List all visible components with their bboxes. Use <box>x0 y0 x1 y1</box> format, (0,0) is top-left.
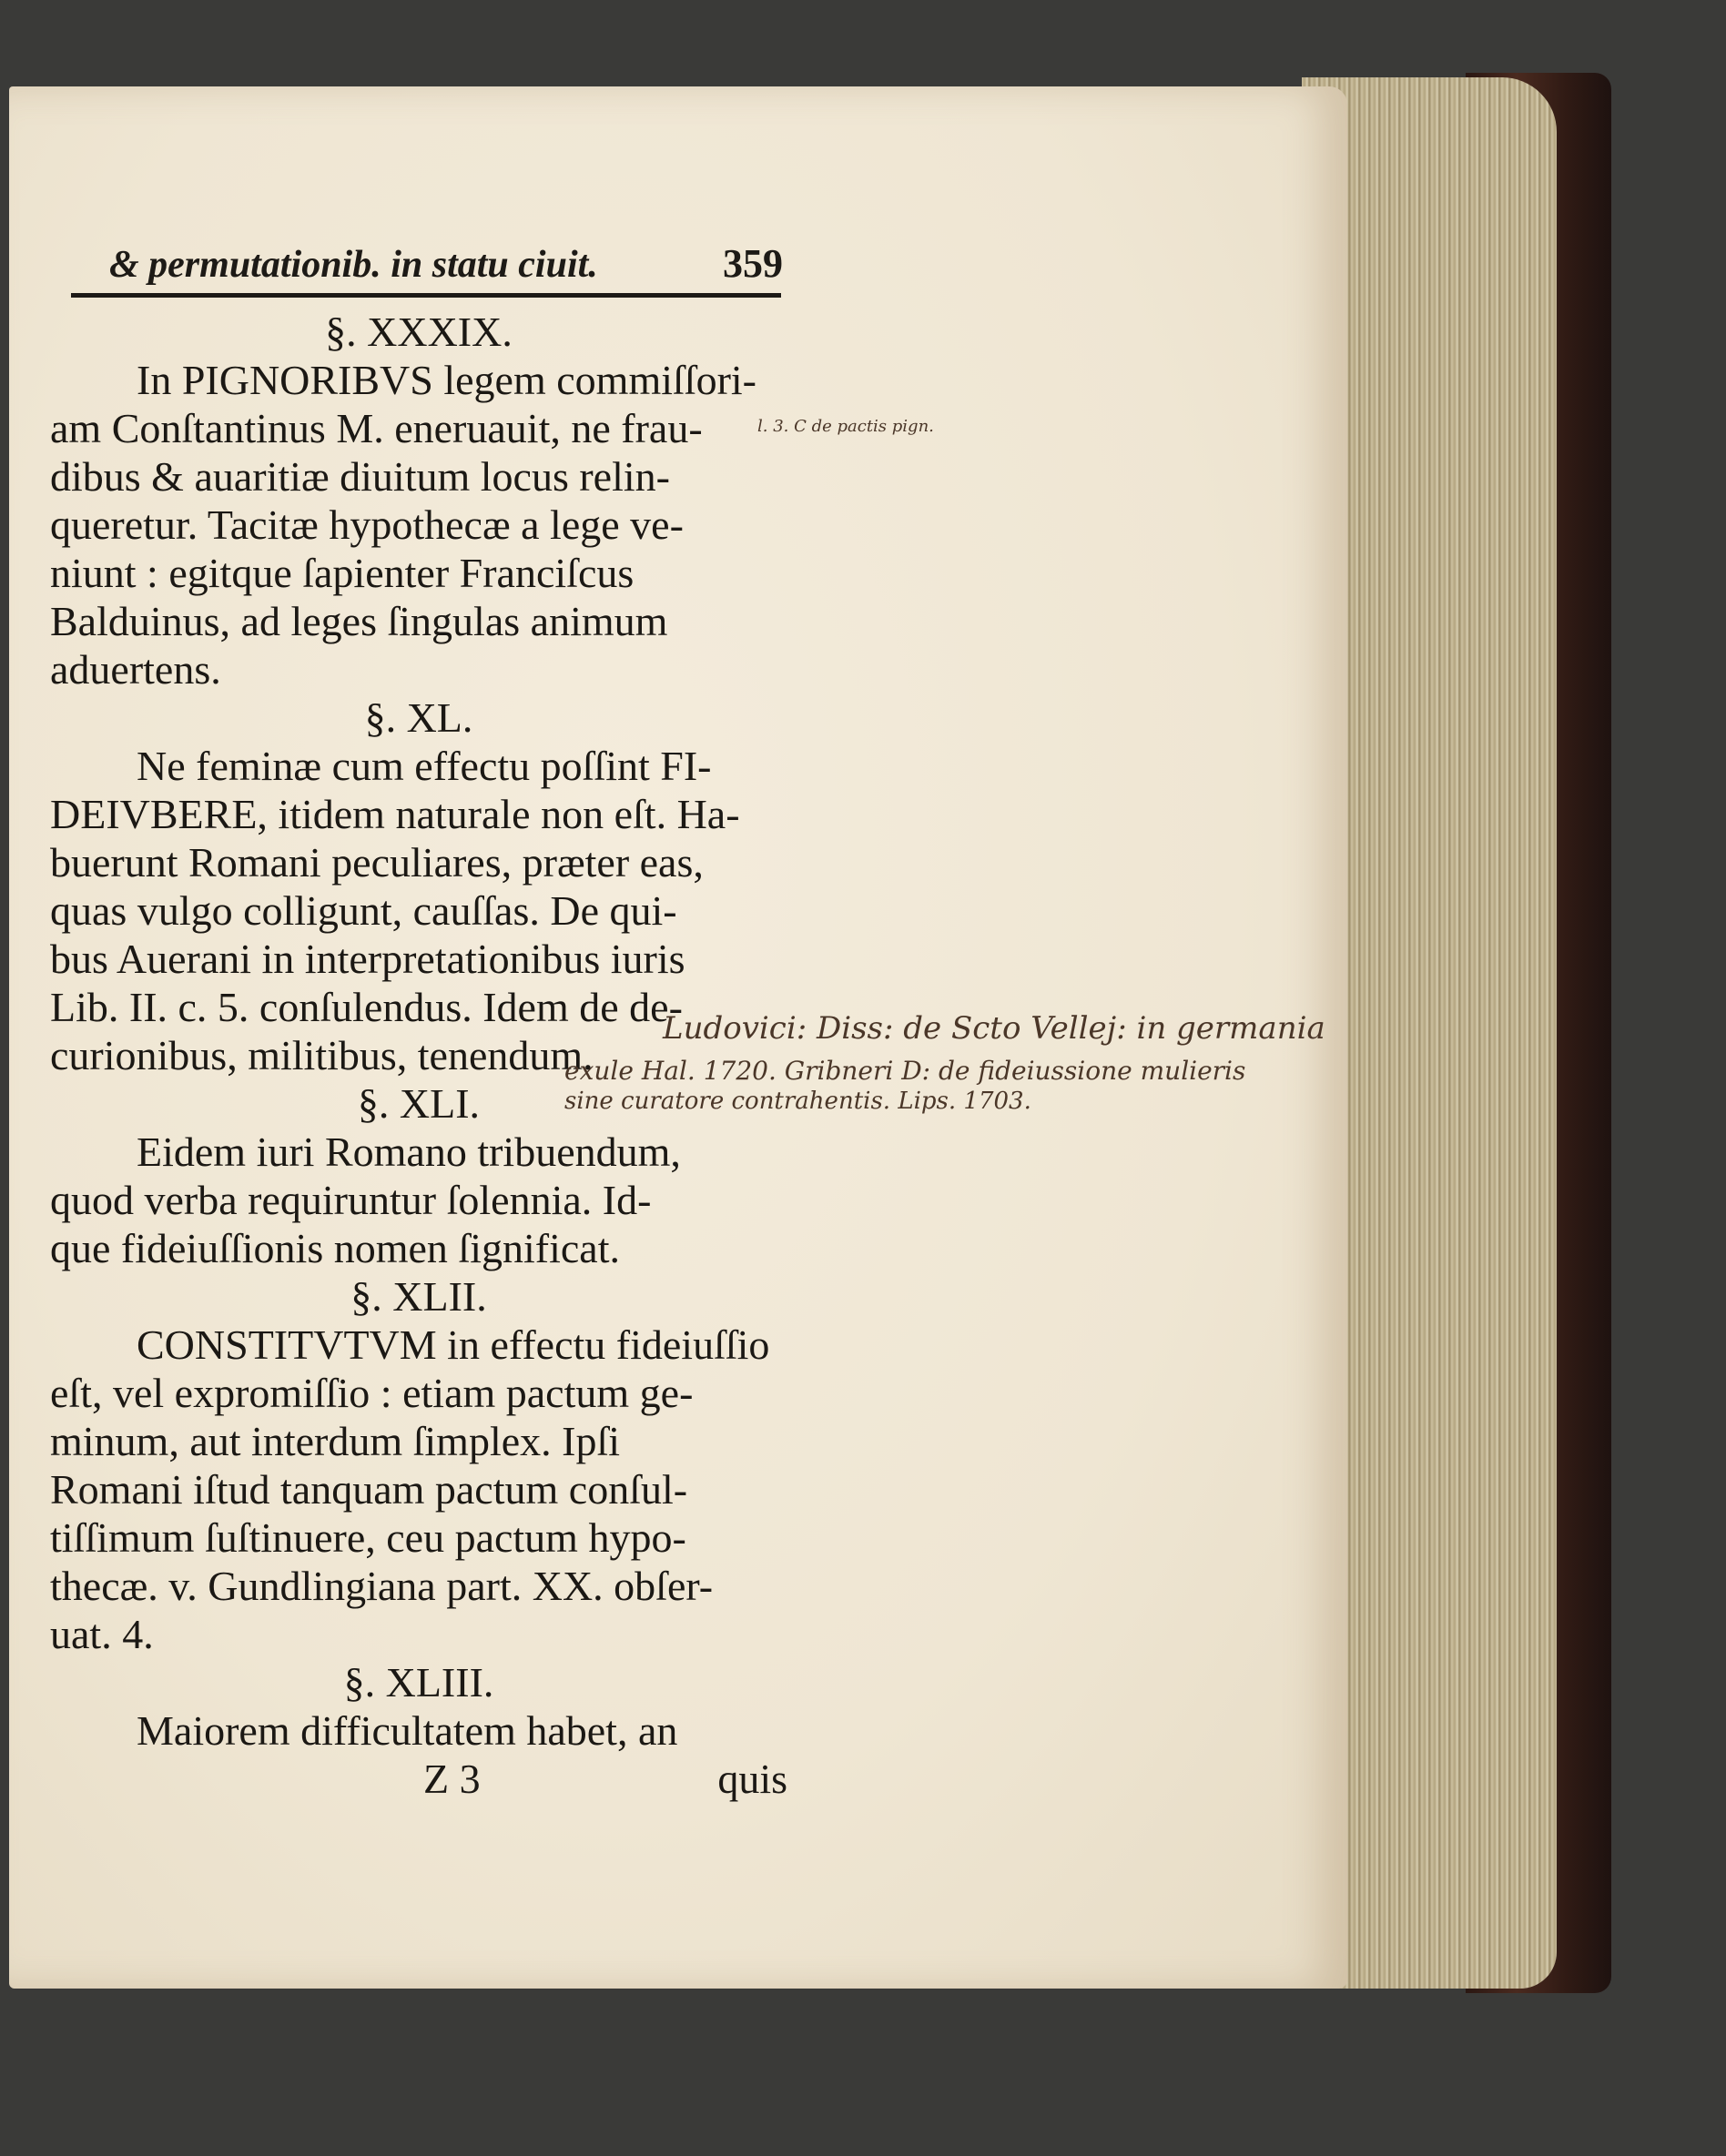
page-footer <box>50 1755 787 1803</box>
text-line: In PIGNORIBVS legem commiſſori- <box>137 357 756 403</box>
text-line: Balduinus, ad leges ſingulas animum <box>50 598 668 644</box>
header-rule <box>71 293 781 298</box>
text-line: minum, aut interdum ſimplex. Ipſi <box>50 1418 621 1464</box>
text-line: Lib. II. c. 5. conſulendus. Idem de de- <box>50 984 683 1030</box>
signature-mark: Z 3 <box>423 1756 481 1802</box>
text-line: thecæ. v. Gundlingiana part. XX. obſer- <box>50 1563 714 1609</box>
text-line: DEIVBERE, itidem naturale non eſt. Ha- <box>50 791 740 837</box>
page-number: 359 <box>723 241 783 286</box>
section-heading: §. XLII. <box>350 1273 487 1320</box>
text-line: quod verba requiruntur ſolennia. Id- <box>50 1177 652 1223</box>
section-heading: §. XXXIX. <box>325 309 513 355</box>
text-line: niunt : egitque ſapienter Franciſcus <box>50 550 635 596</box>
text-line: Eidem iuri Romano tribuendum, <box>137 1129 681 1175</box>
text-line: uat. 4. <box>50 1611 154 1657</box>
text-line: buerunt Romani peculiares, præter eas, <box>50 839 704 886</box>
text-line: eſt, vel expromiſſio : etiam pactum ge- <box>50 1370 694 1416</box>
marginal-note: Ludovici: Diss: de Scto Vellej: in germania <box>663 1010 1325 1047</box>
text-line: tiſſimum ſuſtinuere, ceu pactum hypo- <box>50 1514 686 1561</box>
text-line: quas vulgo colligunt, cauſſas. De qui- <box>50 887 677 934</box>
text-line: aduertens. <box>50 646 221 693</box>
text-line: CONSTITVTVM in effectu fideiuſſio <box>137 1321 770 1368</box>
text-line: que fideiuſſionis nomen ſignificat. <box>50 1225 620 1271</box>
marginal-note: sine curatore contrahentis. Lips. 1703. <box>564 1088 1031 1115</box>
text-line: Romani iſtud tanquam pactum conſul- <box>50 1466 688 1513</box>
text-line: curionibus, militibus, tenendum. <box>50 1032 594 1078</box>
text-line: am Conſtantinus M. eneruauit, ne frau- <box>50 405 703 451</box>
section-heading: §. XLI. <box>357 1080 481 1127</box>
catchword: quis <box>717 1756 787 1802</box>
marginal-note: exule Hal. 1720. Gribneri D: de fideiussione mulieris <box>564 1056 1246 1086</box>
section-heading: §. XLIII. <box>343 1659 494 1706</box>
marginal-note: l. 3. C de pactis pign. <box>757 417 934 436</box>
running-header <box>109 232 783 287</box>
section-heading: §. XL. <box>364 694 473 741</box>
text-line: queretur. Tacitæ hypothecæ a lege ve- <box>50 501 684 548</box>
text-line: bus Auerani in interpretationibus iuris <box>50 936 685 982</box>
text-line: Ne feminæ cum effectu poſſint FI- <box>137 743 712 789</box>
text-line: Maiorem difficultatem habet, an <box>137 1707 678 1754</box>
text-line: dibus & auaritiæ diuitum locus relin- <box>50 453 670 500</box>
running-title: & permutationib. in statu ciuit. <box>109 244 598 286</box>
